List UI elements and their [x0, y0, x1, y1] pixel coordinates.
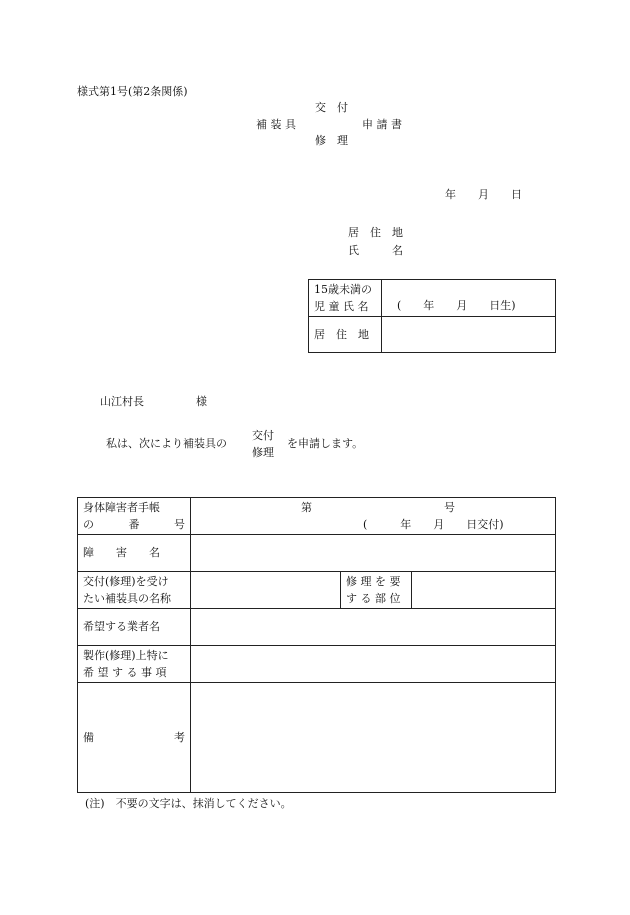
applicant-name-label: 氏 名: [348, 244, 403, 257]
request-kofu: 交付: [252, 429, 274, 442]
title-shinseisho: 申 請 書: [362, 118, 402, 131]
special-requests-label: 製作(修理)上特に 希 望 す る 事 項: [78, 646, 191, 683]
device-name-label: 交付(修理)を受け たい補装具の名称: [78, 572, 191, 609]
issued-text: ( 年 月 日交付): [363, 518, 504, 531]
child-birth-text: ( 年 月 日生): [397, 299, 516, 312]
vendor-name-label: 希望する業者名: [78, 609, 191, 646]
special-requests-cell[interactable]: [191, 646, 556, 683]
title-hosogu: 補 装 具: [256, 118, 296, 131]
request-suffix: を申請します。: [287, 437, 364, 450]
main-table: [77, 497, 556, 793]
disability-name-cell[interactable]: [191, 535, 556, 572]
remarks-label: 備 考: [78, 683, 191, 793]
child-address-label: 居 住 地: [309, 317, 382, 353]
title-shuri: 修 理: [315, 134, 348, 147]
handbook-number-label: 身体障害者手帳 の 番 号: [78, 498, 191, 535]
form-id: 様式第1号(第2条関係): [77, 85, 188, 98]
note-text: (注) 不要の文字は、抹消してください。: [85, 797, 292, 810]
request-prefix: 私は、次により補装具の: [106, 437, 227, 450]
dai-text: 第: [301, 501, 312, 514]
disability-name-label: 障 害 名: [78, 535, 191, 572]
device-name-cell[interactable]: [191, 572, 341, 609]
addressee-honorific: 様: [196, 395, 207, 408]
title-kofu: 交 付: [315, 101, 348, 114]
go-text: 号: [444, 501, 455, 514]
request-shuri: 修理: [252, 446, 274, 459]
handbook-number-cell[interactable]: [191, 498, 556, 535]
child-name-label: 15歳未満の 児 童 氏 名: [309, 280, 382, 317]
addressee-name: 山江村長: [100, 395, 144, 408]
repair-part-cell[interactable]: [412, 572, 556, 609]
vendor-name-cell[interactable]: [191, 609, 556, 646]
repair-part-label: 修 理 を 要 す る 部 位: [341, 572, 412, 609]
child-address-cell[interactable]: [382, 317, 556, 353]
remarks-cell[interactable]: [191, 683, 556, 793]
child-info-table: [308, 279, 556, 353]
child-name-cell[interactable]: [382, 280, 556, 317]
applicant-address-label: 居 住 地: [348, 226, 403, 239]
date-line: 年 月 日: [445, 188, 522, 201]
